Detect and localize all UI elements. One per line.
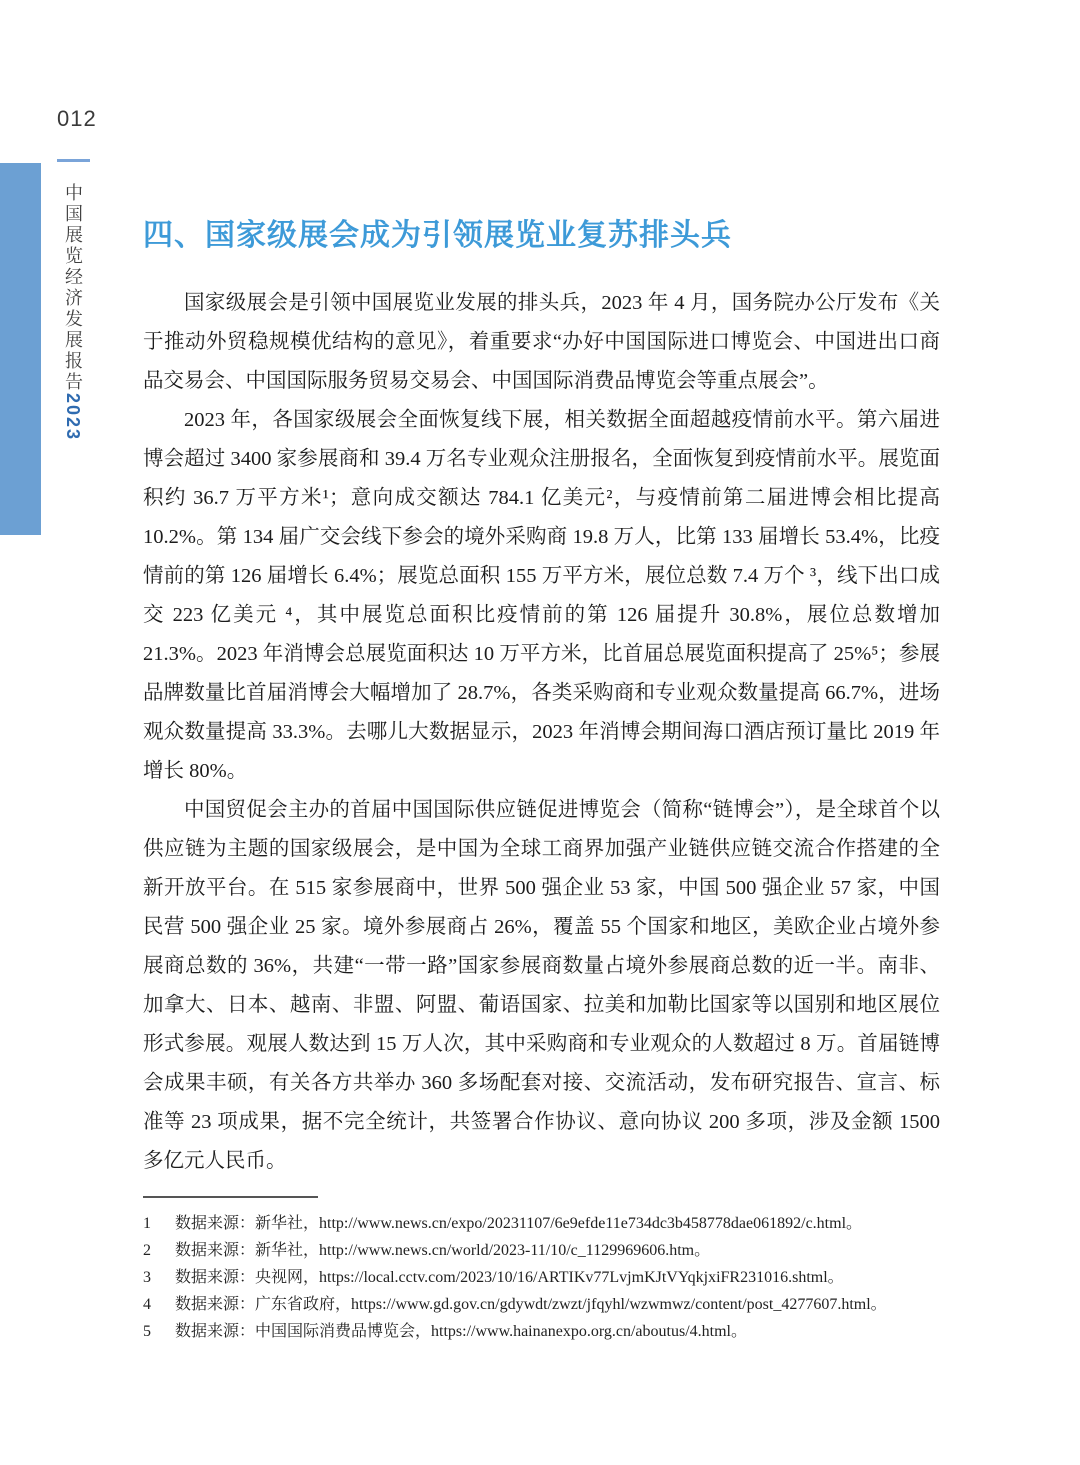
- footnote-number: 5: [143, 1323, 151, 1340]
- section-heading: 四、国家级展会成为引领展览业复苏排头兵: [143, 219, 732, 252]
- footnote-text: 数据来源：央视网，https://local.cctv.com/2023/10/16/ARTIKv77LvjmKJtVYqkjxiFR231016.shtml。: [175, 1269, 844, 1286]
- footnote-number: 1: [143, 1215, 151, 1232]
- footnote-item: [143, 1237, 948, 1264]
- footnote-number: 2: [143, 1242, 151, 1259]
- footnote-item: [143, 1210, 948, 1237]
- main-text-column: [143, 216, 940, 1181]
- footnote-separator: [143, 1196, 318, 1198]
- body-paragraph-2: 2023 年，各国家级展会全面恢复线下展，相关数据全面超越疫情前水平。第六届进博会超过 3400 家参展商和 39.4 万名专业观众注册报名，全面恢复到疫情前水平。展览面积约 36.7 万平方米¹；意向成交额达 784.1 亿美元²，与疫情前第二届进博会相比提高 10.2%。第 134 届广交会线下参会的境外采购商 19.8 万人，比第 133 届增长 53.4%，比疫情前的第 126 届增长 6.4%；展览总面积 155 万平方米，展位总数 7.4 万个 ³，线下出口成交 223 亿美元 ⁴，其中展览总面积比疫情前的第 126 届提升 30.8%，展位总数增加 21.3%。2023 年消博会总展览面积达 10 万平方米，比首届总展览面积提高了 25%⁵；参展品牌数量比首届消博会大幅增加了 28.7%，各类采购商和专业观众数量提高 66.7%，进场观众数量提高 33.3%。去哪儿大数据显示，2023 年消博会期间海口酒店预订量比 2019 年增长 80%。: [143, 409, 940, 782]
- footnote-item: [143, 1318, 948, 1345]
- footnote-number: 3: [143, 1269, 151, 1286]
- footnote-text: 数据来源：广东省政府，https://www.gd.gov.cn/gdywdt/zwzt/jfqyhl/wzwmwz/content/post_4277607.html。: [175, 1296, 887, 1313]
- footnote-item: [143, 1291, 948, 1318]
- sidebar-report-title: [58, 183, 88, 443]
- body-paragraph-3: 中国贸促会主办的首届中国国际供应链促进博览会（简称“链博会”），是全球首个以供应链为主题的国家级展会，是中国为全球工商界加强产业链供应链交流合作搭建的全新开放平台。在 515 家参展商中，世界 500 强企业 53 家，中国 500 强企业 57 家，中国民营 500 强企业 25 家。境外参展商占 26%，覆盖 55 个国家和地区，美欧企业占境外参展商总数的 36%，共建“一带一路”国家参展商数量占境外参展商总数的近一半。南非、加拿大、日本、越南、非盟、阿盟、葡语国家、拉美和加勒比国家等以国别和地区展位形式参展。观展人数达到 15 万人次，其中采购商和专业观众的人数超过 8 万。首届链博会成果丰硕，有关各方共举办 360 多场配套对接、交流活动，发布研究报告、宣言、标准等 23 项成果，据不完全统计，共签署合作协议、意向协议 200 多项，涉及金额 1500 多亿元人民币。: [143, 799, 940, 1172]
- sidebar-report-title-text: 中国展览经济发展报告: [63, 183, 83, 393]
- page-number: 012: [57, 106, 97, 131]
- body-paragraph-1: 国家级展会是引领中国展览业发展的排头兵，2023 年 4 月，国务院办公厅发布《关于推动外贸稳规模优结构的意见》，着重要求“办好中国国际进口博览会、中国进出口商品交易会、中国国际服务贸易交易会、中国国际消费品博览会等重点展会”。: [143, 292, 940, 392]
- page-number-rule: [57, 159, 90, 162]
- footnote-text: 数据来源：新华社，http://www.news.cn/world/2023-11/10/c_1129969606.htm。: [175, 1242, 711, 1259]
- left-accent-bar: [0, 163, 41, 535]
- footnote-text: 数据来源：中国国际消费品博览会，https://www.hainanexpo.org.cn/aboutus/4.html。: [175, 1323, 747, 1340]
- sidebar-report-year: 2023: [63, 393, 83, 442]
- footnotes-section: [143, 1196, 948, 1345]
- footnote-number: 4: [143, 1296, 151, 1313]
- footnote-item: [143, 1264, 948, 1291]
- footnote-text: 数据来源：新华社，http://www.news.cn/expo/20231107/6e9efde11e734dc3b458778dae061892/c.html。: [175, 1215, 863, 1232]
